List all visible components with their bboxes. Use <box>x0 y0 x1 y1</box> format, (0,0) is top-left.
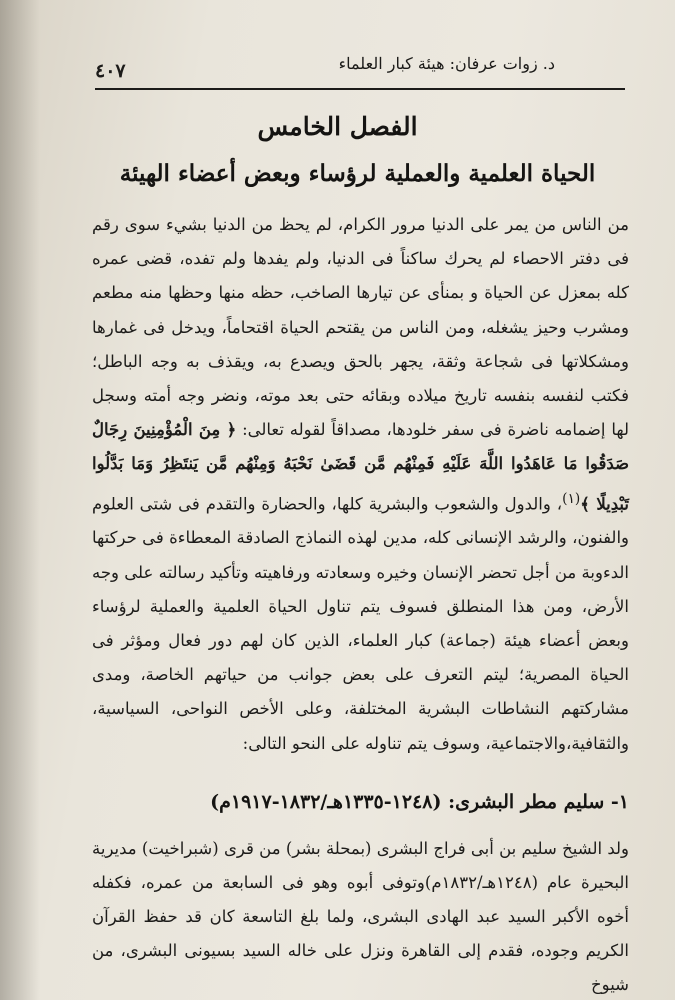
chapter-title: الحياة العلمية والعملية لرؤساء وبعض أعضاء الهيئة <box>119 160 596 187</box>
chapter-label: الفصل الخامس <box>257 112 418 141</box>
page-gutter-shadow <box>0 0 40 1000</box>
header-rule <box>95 88 625 90</box>
quran-verse: ﴿ مِنَ الْمُؤْمِنِينَ رِجَالٌ صَدَقُوا مَا عَاهَدُوا اللَّهَ عَلَيْهِ فَمِنْهُم مَّن قَضَىٰ نَحْبَهُ وَمِنْهُم مَّن يَنتَظِرُ وَمَا بَدَّلُوا تَبْدِيلًا ﴾ <box>92 420 629 514</box>
intro-text-after-quran: ، والدول والشعوب والبشرية كلها، والحضارة والتقدم فى شتى العلوم والفنون، والرشد الإنسانى كله، مدين لهذه النماذج الصادقة المعطاءة فى حركتها الدءوبة من أجل تحضر الإنسان وخيره وسعادته ورفاهيته وتأكيد رسالته على وجه الأرض، ومن هذا المنطلق فسوف يتم تناول الحياة العلمية والعملية لرؤساء وبعض أعضاء هيئة (جماعة) كبار العلماء، الذين كان لهم دور فعال ومؤثر فى الحياة المصرية؛ ليتم التعرف على بعض جوانب من حياتهم الخاصة، ومدى مشاركتهم النشاطات البشرية المختلفة، وعلى الأخص النواحى، السياسية، والثقافية،والاجتماعية، وسوف يتم تناوله على النحو التالى: <box>92 494 629 753</box>
intro-text-before-quran: من الناس من يمر على الدنيا مرور الكرام، لم يحظ من الدنيا بشيء سوى رقم فى دفتر الاحصاء لم يحرك ساكناً فى الدنيا، ولم يفدها ولم تفده، قضى عمره كله بمعزل عن الحياة و بمنأى عن تيارها الصاخب، حظه منها وحظها منه مطعم ومشرب وحيز يشغله، ومن الناس من يقتحم الحياة اقتحاماً، ويدخل فى غمارها ومشكلاتها فى شجاعة وثقة، يجهر بالحق ويصدع به، ويقذف به وجه الباطل؛ فكتب لنفسه بنفسه تاريخ ميلاده وبقائه حتى بعد موته، ونضر وجه أمته وسجل لها إضمامه ناضرة فى سفر خلودها، مصداقاً لقوله تعالى: <box>92 215 629 440</box>
page-number: ٤٠٧ <box>95 60 126 82</box>
section-text: ولد الشيخ سليم بن أبى فراج البشرى (بمحلة بشر) من قرى (شبراخيت) مديرية البحيرة عام (١٢٤٨هـ/١٨٣٢م)وتوفى أبوه وهو فى السابعة من عمره، فكفله أخوه الأكبر السيد عبد الهادى البشرى، ولما بلغ التاسعة كان قد حفظ القرآن الكريم وجوده، فقدم إلى القاهرة ونزل على خاله السيد بسيونى البشرى، من شيوخ <box>92 839 629 994</box>
section-paragraph <box>92 832 629 1000</box>
footnote-ref: (١) <box>562 490 581 507</box>
page-header <box>95 48 625 88</box>
intro-paragraph <box>92 208 629 761</box>
running-title: د. زوات عرفان: هيئة كبار العلماء <box>338 54 555 73</box>
section-heading: ١- سليم مطر البشرى: (١٢٤٨-١٣٣٥هـ/١٨٣٢-١٩١٧م) <box>210 791 629 813</box>
